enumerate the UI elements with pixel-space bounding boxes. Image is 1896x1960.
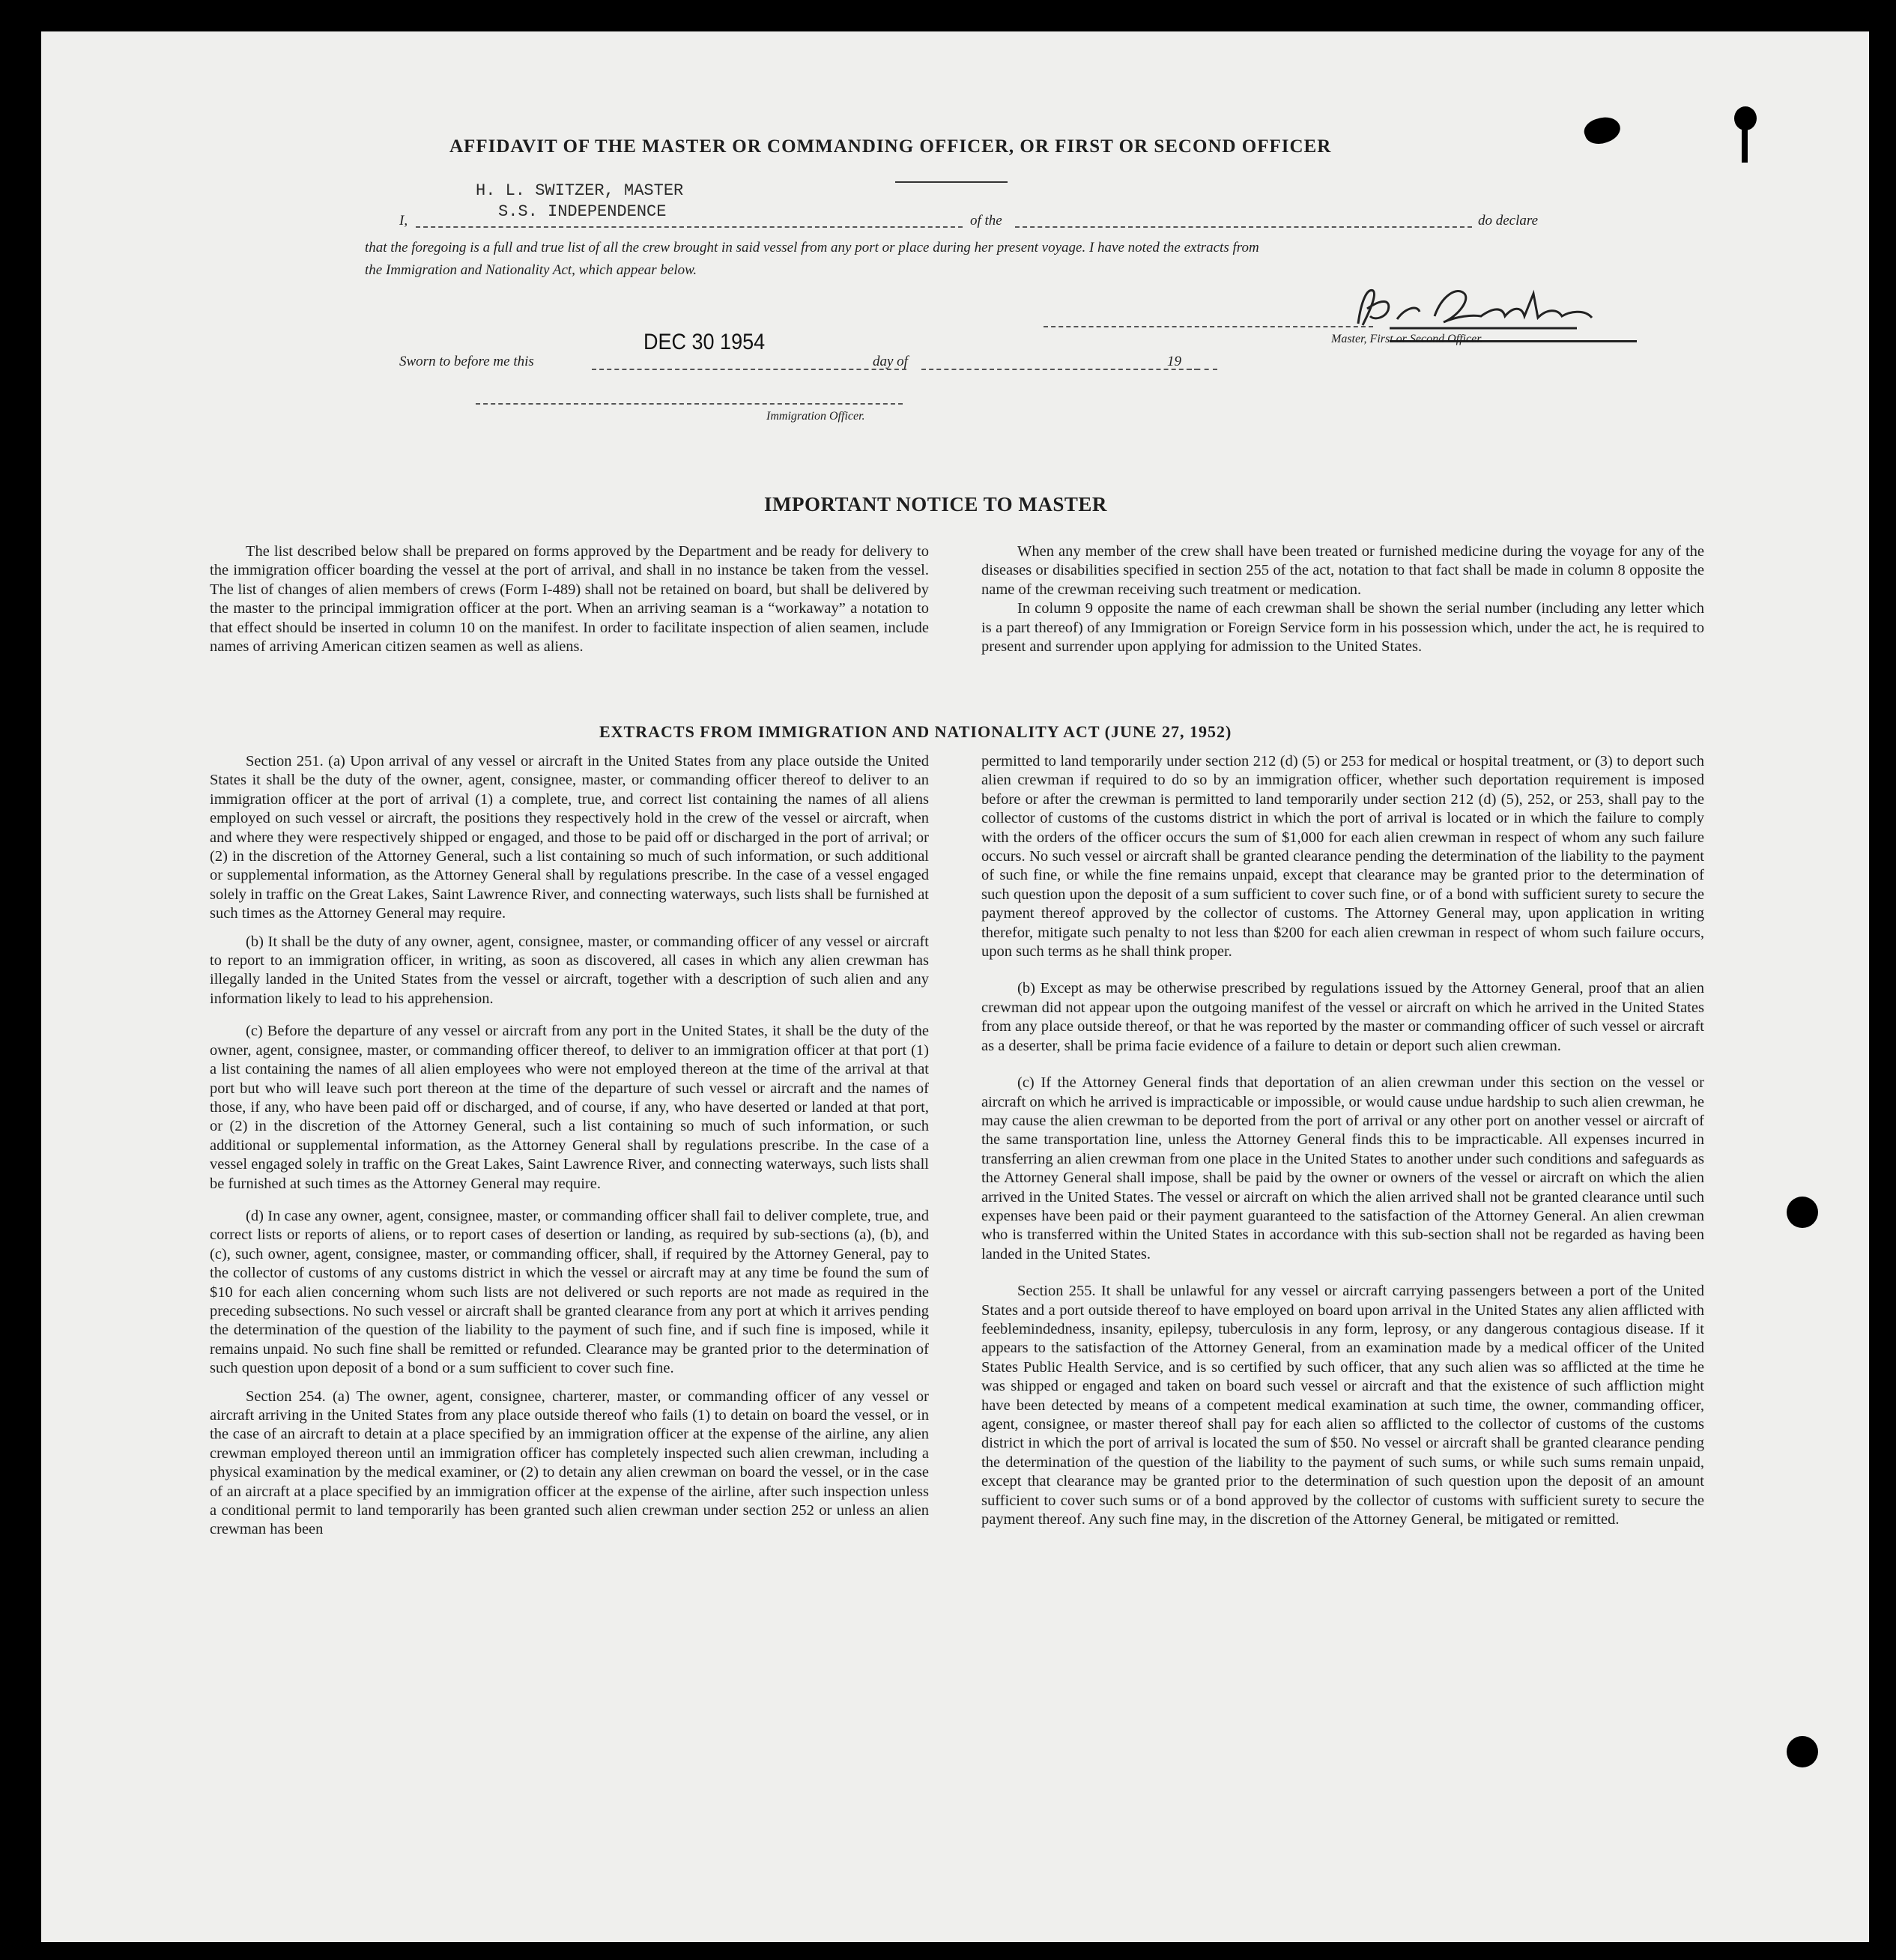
officer-signature-line: [476, 403, 903, 405]
handwritten-signature: [1345, 279, 1644, 339]
binder-mark: [1581, 112, 1624, 148]
do-declare-label: do declare: [1478, 213, 1539, 229]
sworn-month-line: [921, 369, 1199, 370]
notice-left-column: [210, 542, 929, 665]
section-251-d: (d) In case any owner, agent, consignee, master, or commanding officer shall fail to deliver complete, true, and correct lists or reports of aliens, or to report cases of desertion or landing, as required by sub-sections (a), (b), and (c), such owner, agent, consignee, master, or commanding officer, shall, if required by the Attorney General, pay to the collector of customs of any customs district in which the vessel or aircraft may at any time be found the sum of $10 for each alien concerning whom such lists are not delivered or such reports are not made as required in the preceding subsections. No such vessel or aircraft shall be granted clearance from any port at which it arrives pending the determination of the question of the liability to the payment of such fine, and if such fine is imposed, while it remains unpaid. No such fine shall be remitted or refunded. Clearance may be granted prior to the determination of such question upon deposit of a bond or a sum sufficient to cover such fine.: [210, 1207, 929, 1377]
section-254-a: Section 254. (a) The owner, agent, consignee, charterer, master, or commanding officer of any vessel or aircraft arriving in the United States from any place outside thereof who fails (1) to detain on board the vessel, or in the case of an aircraft to detain at a place specified by an immigration officer at the expense of the airline, any alien crewman employed thereon until an immigration officer has completely inspected such alien crewman, including a physical examination by the medical examiner, or (2) to detain any alien crewman on board the vessel, or in the case of an aircraft at a place specified by an immigration officer at the expense of the airline, after such inspection unless a conditional permit to land temporarily has been granted such alien crewman under section 252 or unless an alien crewman has been: [210, 1388, 929, 1538]
notice-heading: IMPORTANT NOTICE TO MASTER: [764, 493, 1107, 515]
notice-left-paragraph: The list described below shall be prepared on forms approved by the Department and be ready for delivery to the immigration officer boarding the vessel at the port of arrival, and shall in no instance be taken from the vessel. The list of changes of alien members of crews (Form I-489) shall not be retained on board, but shall be delivered by the master to the principal immigration officer at the port. When an arriving seaman is a “workaway” a notation to that effect should be inserted in column 10 on the manifest. In order to facilitate inspection of alien seamen, include names of arriving American citizen seamen as well as aliens.: [210, 543, 929, 656]
declaration-line-2: the Immigration and Nationality Act, which appear below.: [365, 262, 697, 278]
immigration-officer-label: Immigration Officer.: [766, 410, 865, 423]
declarant-prefix: I,: [399, 213, 408, 229]
typed-name: H. L. SWITZER, MASTER: [476, 181, 684, 200]
section-251-a: Section 251. (a) Upon arrival of any vessel or aircraft in the United States from any place outside the United States it shall be the duty of the owner, agent, consignee, master, or commanding officer thereof to deliver to an immigration officer at the port of arrival (1) a complete, true, and correct list containing the names of all aliens employed on such vessel or aircraft, the positions they respectively hold in the crew of the vessel or aircraft, when and where they were respectively shipped or engaged, and those to be paid off or discharged in the port of arrival; or (2) in the discretion of the Attorney General, such a list containing so much of such information, or such additional or supplemental information, as the Attorney General shall by regulations prescribe. In the case of a vessel engaged solely in traffic on the Great Lakes, Saint Lawrence River, and connecting waterways, such lists shall be furnished at such times as the Attorney General may require.: [210, 753, 929, 922]
extracts-heading: EXTRACTS FROM IMMIGRATION AND NATIONALITY ACT (JUNE 27, 1952): [599, 722, 1232, 741]
title-underline: [895, 181, 1008, 183]
document-page: [41, 31, 1869, 1942]
sworn-day-line: [592, 369, 906, 370]
sworn-prefix: Sworn to before me this: [399, 354, 534, 369]
year-prefix: 19: [1167, 354, 1181, 369]
notice-right-paragraph-1: When any member of the crew shall have been treated or furnished medicine during the voyage for any of the diseases or disabilities specified in section 255 of the act, notation to that fact shall be made in column 8 opposite the name of the crewman receiving such treatment or medication.: [981, 543, 1704, 598]
section-254-c: (c) If the Attorney General finds that deportation of an alien crewman under this section on the vessel or aircraft on which he arrived is impracticable or impossible, or would cause undue hardship to such alien crewman, he may cause the alien crewman to be deported from the port of arrival or any other port on another vessel or aircraft of the same transportation line, unless the Attorney General finds this to be impracticable. All expenses incurred in transferring an alien crewman from one place in the United States to another under such conditions and safeguards as the Attorney General shall impose, shall be paid by the owner or owners of the vessel or aircraft on which the alien arrived in the United States. The vessel or aircraft on which the alien arrived shall not be granted clearance until such expenses have been paid or their payment guaranteed to the satisfaction of the Attorney General. An alien crewman who is transferred within the United States in accordance with this sub-section shall not be regarded as having been landed in the United States.: [981, 1074, 1704, 1262]
date-stamp: DEC 30 1954: [643, 330, 766, 354]
notice-right-column: [981, 542, 1704, 665]
typed-vessel: S.S. INDEPENDENCE: [498, 202, 667, 221]
section-254-b: (b) Except as may be otherwise prescribed by regulations issued by the Attorney General, proof that an alien crewman did not appear upon the outgoing manifest of the vessel or aircraft on which he arrived in the United States from any place outside thereof, or that he was reported by the master or commanding officer of such vessel or aircraft as a deserter, shall be prima facie evidence of a failure to detain or deport such alien crewman.: [981, 980, 1704, 1054]
section-254-a-cont: permitted to land temporarily under section 212 (d) (5) or 253 for medical or hospital treatment, or (3) to deport such alien crewman if required to do so by an immigration officer, whether such deportation requirement is imposed before or after the crewman is permitted to land temporarily under section 212 (d) (5), 252, or 253, shall pay to the collector of customs of the customs district in which the port of arrival is located or in which the failure to comply with the orders of the officer occurs the sum of $1,000 for each alien crewman in respect of whom any such failure occurs. No such vessel or aircraft shall be granted clearance pending the determination of the liability to the payment of such fine, or while the fine remains unpaid, except that clearance may be granted prior to the determination of such question upon the deposit of a sum sufficient to cover such fine, or of a bond with sufficient surety to secure the payment thereof approved by the collector of customs. The Attorney General may, upon application in writing therefor, mitigate such penalty to not less than $200 for each alien crewman in respect of whom such failure occurs, upon such terms as he shall think proper.: [981, 753, 1704, 961]
section-255: Section 255. It shall be unlawful for any vessel or aircraft carrying passengers between a port of the United States and a port outside thereof to have employed on board upon arrival in the United States any alien afflicted with feeblemindedness, insanity, epilepsy, tuberculosis in any form, leprosy, or any dangerous contagious disease. If it appears to the satisfaction of the Attorney General, from an examination made by a medical officer of the United States Public Health Service, and is so certified by such officer, that any such alien was so afflicted at the time he was shipped or engaged and taken on board such vessel or aircraft and that the existence of such affliction might have been detected by means of a competent medical examination at such time, the owner, commanding officer, agent, consignee, or master thereof shall pay for each alien so afflicted to the collector of customs of the customs district in which the port of arrival is located the sum of $50. No vessel or aircraft shall be granted clearance pending the determination of the question of the liability to the payment of such sums, or while such sums remain unpaid, except that clearance may be granted prior to the determination of such question upon the deposit of an amount sufficient to cover such sums or of a bond approved by the collector of customs with sufficient surety to secure the payment thereof. Any such fine may, in the discretion of the Attorney General, be mitigated or remitted.: [981, 1283, 1704, 1528]
declarant-line: [416, 226, 963, 228]
signer-role-label: Master, First or Second Officer.: [1331, 333, 1483, 345]
binder-mark: [1742, 125, 1748, 163]
sworn-year-line: [1187, 369, 1217, 370]
vessel-line: [1015, 226, 1472, 228]
section-251-b: (b) It shall be the duty of any owner, agent, consignee, master, or commanding officer of any vessel or aircraft to report to an immigration officer, in writing, as soon as discovered, all cases in which any alien crewman has illegally landed in the United States from the vessel or aircraft, together with a description of such alien and any information likely to lead to his apprehension.: [210, 933, 929, 1007]
extracts-left-column: [210, 752, 929, 1549]
of-the-label: of the: [970, 213, 1002, 229]
affidavit-title: AFFIDAVIT OF THE MASTER OR COMMANDING OFFICER, OR FIRST OR SECOND OFFICER: [449, 136, 1332, 157]
punch-hole: [1787, 1197, 1818, 1228]
declaration-line-1: that the foregoing is a full and true list of all the crew brought in said vessel from any port or place during her present voyage. I have noted the extracts from: [365, 240, 1259, 255]
punch-hole: [1787, 1736, 1818, 1767]
notice-right-paragraph-2: In column 9 opposite the name of each crewman shall be shown the serial number (including any letter which is a part thereof) of any Immigration or Foreign Service form in his possession which, under the act, he is required to present and surrender upon applying for admission to the United States.: [981, 600, 1704, 656]
signature-line: [1044, 326, 1373, 327]
section-251-c: (c) Before the departure of any vessel or aircraft from any port in the United States, it shall be the duty of the owner, agent, consignee, master, or commanding officer thereof, to deliver to an immigration officer at that port (1) a list containing the names of all alien employees who were not employed thereon at the time of the arrival at that port but who will leave such port thereon at the time of the departure of such vessel or aircraft and the names of those, if any, who have been paid off or discharged, and of course, if any, who have deserted or landed at that port, or (2) in the discretion of the Attorney General, such a list containing so much of such information, or such additional or supplemental information, as the Attorney General shall by regulations prescribe. In the case of a vessel engaged solely in traffic on the Great Lakes, Saint Lawrence River, and connecting waterways, such lists shall be furnished at such times as the Attorney General may require.: [210, 1023, 929, 1192]
extracts-right-column: [981, 752, 1704, 1538]
day-of-label: day of: [873, 354, 908, 369]
